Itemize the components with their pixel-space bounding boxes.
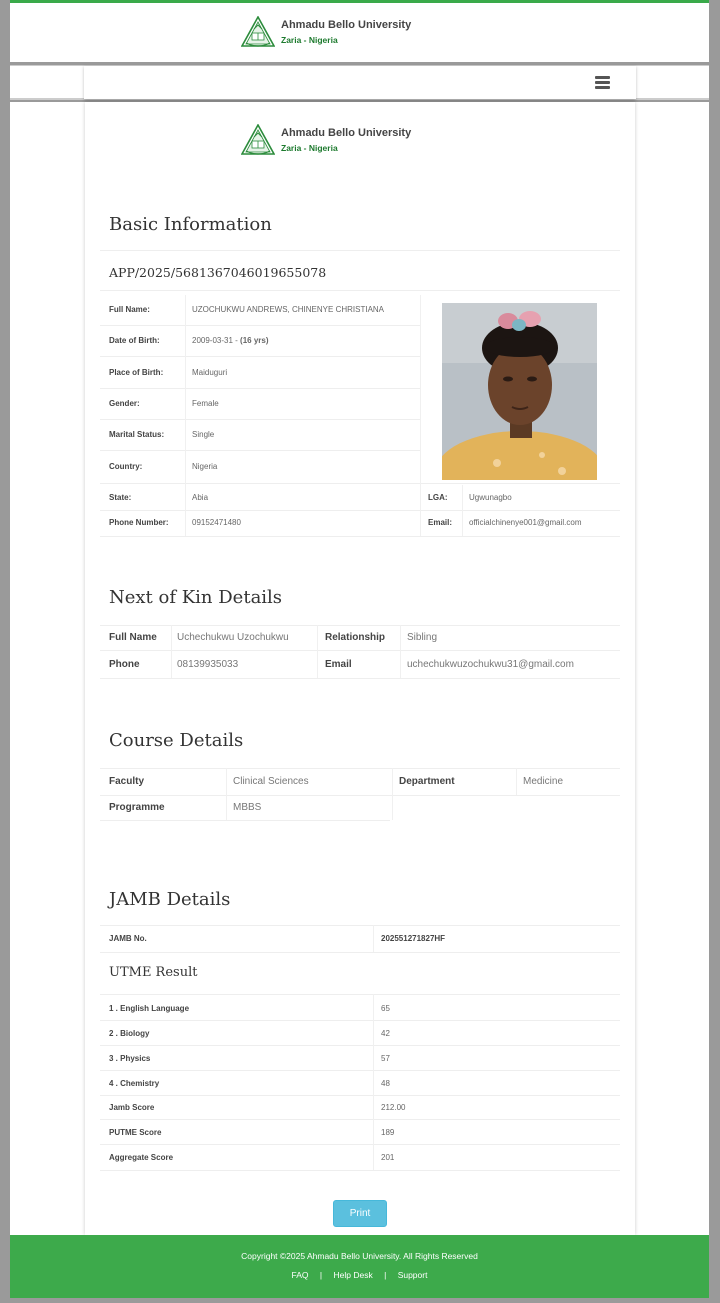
row-divider [100, 1144, 620, 1145]
utme-subject-score: 57 [381, 1054, 390, 1063]
dob-value [192, 336, 269, 345]
divider [100, 625, 620, 626]
kin-relationship-label: Relationship [325, 632, 386, 643]
email-label: Email: [428, 518, 453, 527]
column-divider [373, 994, 374, 1170]
column-divider [226, 768, 227, 820]
next-of-kin-title: Next of Kin Details [109, 587, 283, 608]
row-divider [100, 1070, 620, 1071]
row-divider [100, 1020, 620, 1021]
marital-status-label: Marital Status: [109, 430, 165, 439]
country-value: Nigeria [192, 462, 218, 471]
divider [100, 768, 620, 769]
jamb-score-value: 212.00 [381, 1103, 406, 1112]
column-divider [171, 625, 172, 678]
link-separator: | [384, 1270, 387, 1280]
kin-email-value: uchechukwuzochukwu31@gmail.com [407, 659, 574, 670]
aggregate-score-value: 201 [381, 1153, 395, 1162]
faq-link[interactable]: FAQ [291, 1270, 309, 1280]
state-label: State: [109, 493, 132, 502]
row-divider [100, 510, 620, 511]
column-divider [516, 768, 517, 795]
faculty-label: Faculty [109, 776, 145, 787]
divider [100, 925, 620, 926]
age-value: (16 yrs) [240, 336, 269, 345]
footer-links [10, 1270, 709, 1280]
utme-subject-label: 3 . Physics [109, 1054, 151, 1063]
support-link[interactable]: Support [397, 1270, 428, 1280]
row-divider [100, 1170, 620, 1171]
row-divider [100, 1095, 620, 1096]
row-divider [100, 356, 420, 357]
putme-score-value: 189 [381, 1128, 395, 1137]
help-desk-link[interactable]: Help Desk [333, 1270, 373, 1280]
state-value: Abia [192, 493, 209, 502]
link-separator: | [319, 1270, 323, 1280]
row-divider [100, 1045, 620, 1046]
row-divider [100, 450, 420, 451]
row-divider [100, 325, 420, 326]
course-details-title: Course Details [109, 730, 244, 751]
email-value: officialchinenye001@gmail.com [469, 518, 582, 527]
utme-subject-label: 4 . Chemistry [109, 1079, 160, 1088]
programme-label: Programme [109, 802, 165, 813]
print-button[interactable]: Print [333, 1200, 387, 1227]
faculty-value: Clinical Sciences [233, 776, 309, 787]
column-divider [185, 295, 186, 536]
phone-number-value: 09152471480 [192, 518, 241, 527]
basic-information-title: Basic Information [109, 214, 272, 235]
dob-date: 2009-03-31 - [192, 336, 241, 345]
full-name-label: Full Name: [109, 305, 150, 314]
kin-relationship-value: Sibling [407, 632, 438, 643]
department-label: Department [399, 776, 455, 787]
utme-subject-score: 42 [381, 1029, 390, 1038]
row-divider [100, 483, 620, 484]
passport-photo-image [442, 303, 597, 480]
column-divider [392, 768, 393, 820]
divider [100, 994, 620, 995]
university-crest-icon [241, 16, 275, 48]
kin-full-name-value: Uchechukwu Uzochukwu [177, 632, 289, 643]
kin-email-label: Email [325, 659, 352, 670]
row-divider [100, 678, 620, 679]
utme-subject-score: 65 [381, 1004, 390, 1013]
column-divider [317, 625, 318, 678]
university-location: Zaria - Nigeria [281, 34, 338, 45]
kin-phone-label: Phone [109, 659, 140, 670]
row-divider [100, 952, 620, 953]
jamb-number-value: 202551271827HF [381, 934, 446, 943]
navigation-bar [10, 65, 709, 100]
gender-value: Female [192, 399, 219, 408]
site-footer [10, 1235, 709, 1298]
lga-value: Ugwunagbo [469, 493, 512, 502]
application-number: APP/2025/5681367046019655078 [109, 265, 327, 280]
navigation-panel [84, 66, 636, 99]
row-divider [100, 536, 620, 537]
row-divider [100, 820, 390, 821]
place-of-birth-value: Maiduguri [192, 368, 228, 377]
full-name-value: UZOCHUKWU ANDREWS, CHINENYE CHRISTIANA [192, 305, 385, 314]
row-divider [100, 795, 620, 796]
kin-full-name-label: Full Name [109, 632, 157, 643]
utme-subject-label: 1 . English Language [109, 1004, 190, 1013]
university-location: Zaria - Nigeria [281, 142, 338, 153]
jamb-score-label: Jamb Score [109, 1103, 155, 1112]
aggregate-score-label: Aggregate Score [109, 1153, 174, 1162]
phone-number-label: Phone Number: [109, 518, 169, 527]
marital-status-value: Single [192, 430, 215, 439]
university-crest-icon [241, 124, 275, 156]
row-divider [100, 388, 420, 389]
department-value: Medicine [523, 776, 564, 787]
header-logo[interactable] [241, 16, 411, 48]
site-header [10, 3, 709, 62]
row-divider [100, 650, 620, 651]
putme-score-label: PUTME Score [109, 1128, 162, 1137]
university-name: Ahmadu Bello University [281, 126, 412, 139]
gender-label: Gender: [109, 399, 140, 408]
card-logo [241, 124, 411, 156]
place-of-birth-label: Place of Birth: [109, 368, 164, 377]
utme-subject-score: 48 [381, 1079, 390, 1088]
utme-result-title: UTME Result [109, 965, 198, 980]
column-divider [400, 625, 401, 678]
programme-value: MBBS [233, 802, 262, 813]
utme-subject-label: 2 . Biology [109, 1029, 150, 1038]
country-label: Country: [109, 462, 143, 471]
jamb-number-label: JAMB No. [109, 934, 147, 943]
column-divider [373, 925, 374, 952]
university-name: Ahmadu Bello University [281, 18, 412, 31]
lga-label: LGA: [428, 493, 448, 502]
column-divider [462, 485, 463, 536]
applicant-passport-photo [442, 303, 597, 480]
column-divider [420, 295, 421, 536]
row-divider [100, 419, 420, 420]
kin-phone-value: 08139935033 [177, 659, 239, 670]
copyright-text: Copyright ©2025 Ahmadu Bello University. All Rights Reserved [241, 1251, 478, 1261]
row-divider [100, 1119, 620, 1120]
dob-label: Date of Birth: [109, 336, 160, 345]
jamb-details-title: JAMB Details [109, 889, 231, 910]
divider [100, 290, 620, 291]
hamburger-menu-icon[interactable] [595, 76, 610, 89]
divider [100, 250, 620, 251]
